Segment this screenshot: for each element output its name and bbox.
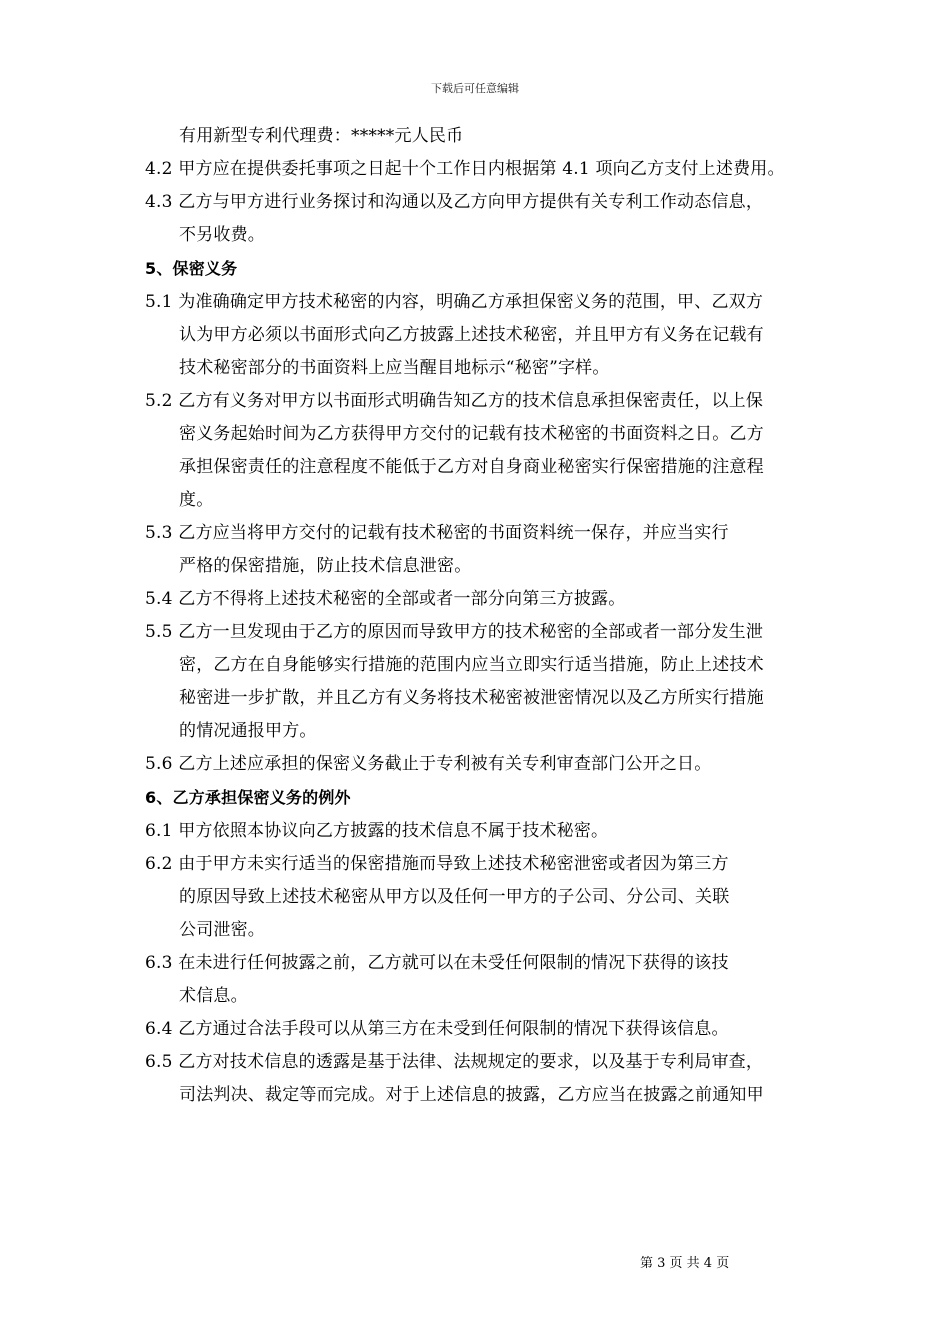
paragraph-continuation: 有用新型专利代理费：*****元人民币 — [179, 126, 464, 146]
clause-line: 5.4 乙方不得将上述技术秘密的全部或者一部分向第三方披露。 — [145, 589, 626, 609]
paragraph-continuation: 术信息。 — [179, 986, 248, 1006]
paragraph-continuation: 的原因导致上述技术秘密从甲方以及任何一甲方的子公司、分公司、关联 — [179, 887, 730, 907]
paragraph-continuation: 司法判决、裁定等而完成。对于上述信息的披露，乙方应当在披露之前通知甲 — [179, 1085, 764, 1105]
clause-line: 4.3 乙方与甲方进行业务探讨和沟通以及乙方向甲方提供有关专利工作动态信息， — [145, 192, 764, 212]
paragraph-continuation: 公司泄密。 — [179, 920, 265, 940]
clause-line: 6.1 甲方依照本协议向乙方披露的技术信息不属于技术秘密。 — [145, 821, 609, 841]
document-body — [145, 120, 835, 1112]
clause-line: 6.5 乙方对技术信息的透露是基于法律、法规规定的要求，以及基于专利局审查， — [145, 1052, 764, 1072]
paragraph-continuation: 不另收费。 — [179, 225, 265, 245]
paragraph-continuation: 的情况通报甲方。 — [179, 721, 317, 741]
clause-line: 4.2 甲方应在提供委托事项之日起十个工作日内根据第 4.1 项向乙方支付上述费用。 — [145, 159, 785, 179]
clause-line: 5.3 乙方应当将甲方交付的记载有技术秘密的书面资料统一保存，并应当实行 — [145, 523, 729, 543]
paragraph-continuation: 秘密进一步扩散，并且乙方有义务将技术秘密被泄密情况以及乙方所实行措施 — [179, 688, 764, 708]
section-heading: 6、乙方承担保密义务的例外 — [145, 788, 351, 807]
clause-line: 5.6 乙方上述应承担的保密义务截止于专利被有关专利审查部门公开之日。 — [145, 754, 712, 774]
paragraph-continuation: 度。 — [179, 490, 214, 510]
clause-line: 5.1 为准确确定甲方技术秘密的内容，明确乙方承担保密义务的范围，甲、乙双方 — [145, 292, 764, 312]
paragraph-continuation: 密，乙方在自身能够实行措施的范围内应当立即实行适当措施，防止上述技术 — [179, 655, 764, 675]
clause-line: 5.5 乙方一旦发现由于乙方的原因而导致甲方的技术秘密的全部或者一部分发生泄 — [145, 622, 764, 642]
paragraph-continuation: 密义务起始时间为乙方获得甲方交付的记载有技术秘密的书面资料之日。乙方 — [179, 424, 764, 444]
paragraph-continuation: 承担保密责任的注意程度不能低于乙方对自身商业秘密实行保密措施的注意程 — [179, 457, 764, 477]
section-heading: 5、保密义务 — [145, 259, 238, 278]
paragraph-continuation: 严格的保密措施，防止技术信息泄密。 — [179, 556, 472, 576]
clause-line: 5.2 乙方有义务对甲方以书面形式明确告知乙方的技术信息承担保密责任，以上保 — [145, 391, 764, 411]
paragraph-continuation: 认为甲方必须以书面形式向乙方披露上述技术秘密，并且甲方有义务在记载有 — [179, 325, 764, 345]
clause-line: 6.3 在未进行任何披露之前，乙方就可以在未受任何限制的情况下获得的该技 — [145, 953, 729, 973]
page-header: 下载后可任意编辑 — [431, 82, 519, 95]
clause-line: 6.4 乙方通过合法手段可以从第三方在未受到任何限制的情况下获得该信息。 — [145, 1019, 729, 1039]
page-footer: 第 3 页 共 4 页 — [640, 1256, 730, 1271]
paragraph-continuation: 技术秘密部分的书面资料上应当醒目地标示“秘密”字样。 — [179, 358, 610, 378]
clause-line: 6.2 由于甲方未实行适当的保密措施而导致上述技术秘密泄密或者因为第三方 — [145, 854, 729, 874]
